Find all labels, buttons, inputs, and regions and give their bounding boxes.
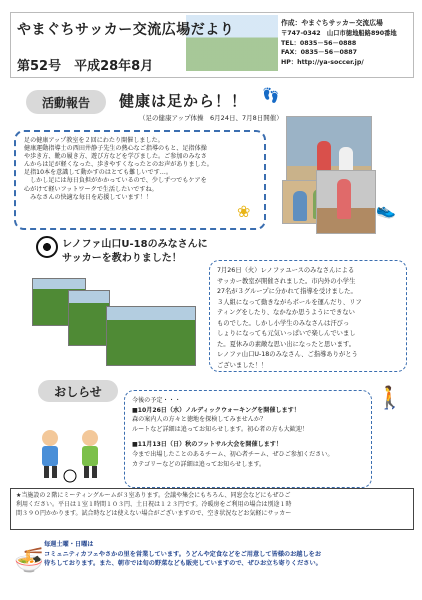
s2-line: ティングをしたり、なかなか思うようにできない (217, 309, 355, 316)
s1-line: 足指10本を意識して動かすのはとても難しいです…。 (24, 169, 172, 177)
contact-fax: FAX：0835－56－0887 (281, 49, 358, 57)
notice-line: 森の案内人の方々と徳地を探検してみませんか？ (132, 416, 267, 424)
notice-badge: おしらせ (38, 380, 118, 402)
cafe-line: コミュニティカフェやさかの里を営業しています。うどんや定食などをご用意して皆様のお越しをお (44, 550, 322, 558)
s2-line: ３人組になって動きながらボールを運んだり、リフ (217, 298, 362, 306)
contact-org: 作成：やまぐちサッカー交流広場 (281, 19, 383, 27)
s2-line: ございました！！ (217, 361, 268, 369)
newsletter-header (10, 12, 414, 78)
notice-line: 今まで出場したことのあるチーム、初心者チーム、ぜひご参加ください。 (132, 450, 334, 458)
rental-line: 間３９０円かかります。試合時などは使えない場合がございますので、空き状況などお気軽にサッカー (16, 509, 292, 517)
section1-text-box (14, 130, 266, 230)
nordic-walker-icon: 🚶 (376, 386, 404, 411)
soccer-photo-2 (68, 290, 110, 346)
contact-address: 〒747-0342 山口市徳地船路890番地 (281, 29, 397, 37)
s2-line: 7月26日（火）レノファユースのみなさんによる (217, 267, 355, 274)
s1-line: 足の健康アップ教室を２回にわたり開催しました。 (24, 137, 164, 144)
sunflower-icon: ❀ (237, 202, 251, 221)
kids-playing-soccer-icon (28, 424, 118, 484)
s2-line: レノファ山口U-18のみなさん、ご指導ありがとう (217, 351, 358, 358)
s2-line: 27名が３グループに分かれて指導を受けました。 (217, 288, 357, 295)
contact-tel: TEL：0835－56－0888 (281, 39, 357, 47)
s1-line: みなさんの快適な毎日を応援しています！！ (24, 193, 152, 201)
soccer-photo-3 (106, 306, 196, 366)
activity-report-badge: 活動報告 (26, 90, 106, 114)
section2-heading-line2: サッカーを教わりました！ (62, 253, 182, 264)
notice-line: ■11月13日（日）秋のフットサル大会を開催します！ (132, 441, 282, 449)
cafe-info (44, 540, 416, 569)
s1-line: んからは足が軽くなった、歩きやすくなったとのお声がありました。 (24, 161, 213, 169)
s1-line: や歩き方、靴の履き方、遊び方などを学びました。ご参加のみなさ (24, 153, 207, 161)
s2-line: た。夏休みの素敵な思い出になったと思います。 (217, 340, 356, 348)
s1-line: 心がけて軽いフットワークで生活したいですね。 (24, 185, 158, 193)
s2-line: サッカー教室が開催されました。市内外の小学生 (217, 277, 356, 285)
footprints-icon: 👣 (262, 88, 280, 104)
s1-line: 健康運動指導士の西田井静子先生の熱心なご指導のもと、足指体操 (24, 145, 207, 153)
newsletter-page (4, 4, 418, 596)
notice-line: ■10月26日（水）ノルディックウォーキングを開催します！ (132, 406, 300, 414)
newsletter-title: やまぐちサッカー交流広場だより (17, 22, 235, 38)
issue-number: 第52号 平成28年8月 (17, 59, 154, 74)
rental-info-box (10, 488, 414, 530)
soccer-ball-icon (36, 236, 58, 258)
s1-line: しかし足には毎日負担がかかっているので、少しずつでもケアを (24, 177, 207, 185)
section1-heading: 健康は足から！！ (119, 92, 248, 110)
section1-subheading: （足の健康アップ体操 6月24日、7月8日開催） (139, 114, 283, 122)
s2-line: ものでした。しかし小学生のみなさんは汗びっ (217, 319, 350, 327)
notice-line: 今後の予定・・・ (132, 397, 181, 404)
notice-text-box (124, 390, 372, 488)
notice-line: カテゴリーなどの詳細は追ってお知らせします。 (132, 460, 266, 468)
noodle-bowl-icon: 🍜 (14, 546, 44, 574)
cafe-line: 毎週土曜・日曜は (44, 541, 94, 548)
rental-line: 利用ください。平日は１室１時間１０３円、土日祝は１２３円です。冷暖房をご利用の場合は別途１時 (16, 500, 292, 508)
section2-heading (62, 238, 208, 266)
cafe-line: 待ちしております。また、朝市では旬の野菜なども販売していますので、ぜひお立ち寄りください。 (44, 560, 322, 568)
contact-block (281, 19, 397, 68)
notice-line: ルートなど詳細は追ってお知らせします。初心者の方も大歓迎！ (132, 425, 309, 433)
contact-hp: HP：http://ya-soccer.jp/ (281, 59, 364, 67)
section2-text-box (209, 260, 407, 372)
section2-heading-line1: レノファ山口U-18のみなさんに (62, 239, 208, 250)
s2-line: しょりになっても元気いっぱいで楽しんでいまし (217, 330, 356, 337)
exercise-photo-3 (316, 170, 376, 234)
shoes-icon: 👟 (376, 200, 396, 219)
rental-line: ★当施設の２階にミーティングルームが３室あります。会議や集会にもちろん、同窓会などにもぜひご (16, 492, 291, 499)
